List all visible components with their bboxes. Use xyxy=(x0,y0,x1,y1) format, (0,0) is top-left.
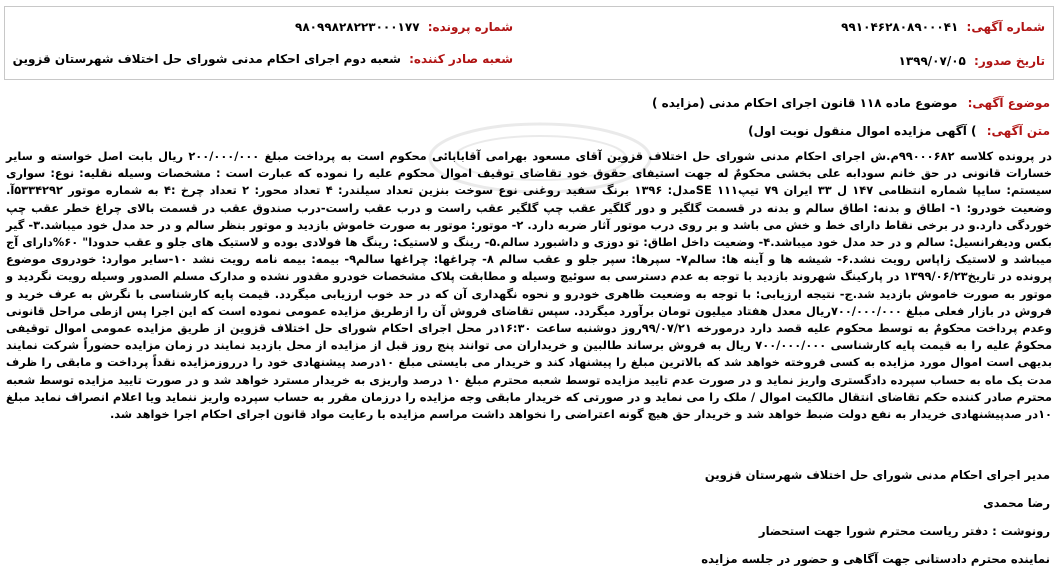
issuer-value: شعبه دوم اجرای احکام مدنی شورای حل اختلاف شهرستان قزوین xyxy=(12,52,401,66)
issue-date-label: تاریخ صدور: xyxy=(974,54,1045,68)
announcement-body: در پرونده کلاسه ۹۹۰۰۰۶۸۲م.ش اجرای احکام مدنی شورای حل اختلاف قزوین آقای مسعود بهرامی آقابابائی محکوم است به پرداخت مبلغ ۲۰۰/۰۰۰/۰۰۰ ریال بابت اصل خواسته و سایر خسارات قانونی در حق خانم سودابه علی بخشی محکومٌ له جهت استیفای حقوق خود تقاضای توقیف اموال محکوم علیه را نموده که عبارت است : مشخصات وسیله نقلیه: نوع: سواری سیستم: سایپا شماره انتظامی ۱۴۷ ل ۳۳ ایران ۷۹ تیپ۱۱۱ SEمدل: ۱۳۹۶ برنگ سفید روغنی نوع سوخت بنزین تعداد سیلندر: ۴ تعداد محور: ۲ تعداد چرخ :۴ به شماره موتور ۵۳۳۴۲۹۲آ. وضعیت خودرو: ۱- اطاق و بدنه: اطاق سالم و بدنه در قسمت گلگیر و دور گلگیر عقب چپ گلگیر عقب راست و درب عقب راست-درب صندوق عقب در قسمت بالای چراغ خطر عقب چپ خوردگی دارد.و در برخی نقاط دارای خط و خش می باشد و بر روی درب موتور آثار ضربه دارد. ۲- موتور: موتور به صورت خاموش بازدید و موتور بنظر سالم و در حد مدل خود میباشد.۳- گیر بکس ودیفرانسیل: سالم و در حد مدل خود میباشد.۴- وضعیت داخل اطاق: تو دوزی و داشبورد سالم.۵- رینگ و لاستیک: رینگ ها فولادی بوده و لاستیک های جلو و عقب حدودا" ۶۰%دارای آج میباشد و لاستیک زاپاس رویت نشد.۶- شیشه ها و آینه ها: سالم۷- سپرها: سپر جلو و عقب سالم ۸- چراغها: چراغها سالم۹- بیمه: بیمه نامه رویت نشد ۱۰-سایر موارد: خودروی موضوع پرونده در تاریخ۱۳۹۹/۰۶/۲۳ در پارکینگ شهروند بازدید با توجه به عدم دسترسی به سوئیچ وسیله و مطابقت پلاک مشخصات خودرو مقدور نشده و مدارک مسلم الصدور وسیله رویت نگردید و موتور به صورت خاموش بازدید شد.ج- نتیجه ارزیابی: با توجه به وضعیت ظاهری خودرو و نحوه نگهداری آن که در حد خوب ارزیابی میگردد. قیمت پایه کارشناسی با نگرش به عرف خرید و فروش در بازار فعلی مبلغ ۷۰۰/۰۰۰/۰۰۰ریال معدل هفتاد میلیون تومان برآورد میگردد. سپس تقاضای فروش آن را ازطریق مزایده عمومی نموده است که این اجرا پس ازطی مراحل قانونی وعدم پرداخت محکومٌ به توسط محکوم علیه قصد دارد درمورخه ۹۹/۰۷/۲۱روز دوشنبه ساعت ۱۶:۳۰در محل اجرای احکام شورای حل اختلاف قزوین از طریق مزایده عمومی اموال توقیفی محکومٌ علیه را به قیمت پایه کارشناسی ۷۰۰/۰۰۰/۰۰۰ ریال به فروش برساند طالبین و خریداران می توانند پنج روز قبل از مزایده از محل بازدید نمایند در زمان مزایده حضوراً شرکت نمایند بدیهی است اموال مورد مزایده به کسی فروخته خواهد شد که بالاترین مبلغ را پیشنهاد کند و خریدار می بایستی مبلغ ۱۰درصد پیشنهادی خود را درروزمزایده نقداً پرداخت و مابقی را ظرف مدت یک ماه به حساب سپرده دادگستری واریز نماید و در صورت عدم تایید مزایده توسط شعبه محترم مبلغ ۱۰ درصد واریزی به خریدار مسترد خواهد شد و در صورت تایید مزایده توسط شعبه محترم صادر کننده حکم تقاضای انتقال مالکیت اموال / ملک را می نماید و در صورتی که خریدار مابقی وجه مزایده را درزمان مقرر به حساب سپرده واریز ننماید ویا اعلام انصراف نماید مبلغ ۱۰در صدپیشنهادی خریدار به نفع دولت ضبط خواهد شد و خریدار حق هیچ گونه اعتراضی را نخواهد داشت مراسم مزایده با رعایت مواد قانون اجرای احکام اجرا خواهد شد. xyxy=(6,149,1053,422)
subject-label: موضوع آگهی: xyxy=(967,96,1050,110)
signature-office: مدیر اجرای احکام مدنی شورای حل اختلاف شهرستان قزوین xyxy=(704,468,1050,482)
text-title-row xyxy=(748,124,1050,138)
subject-value: موضوع ماده ۱۱۸ قانون اجرای احکام مدنی (مزایده ) xyxy=(652,96,958,110)
issuer-field xyxy=(13,51,513,67)
ad-number-field xyxy=(841,19,1045,35)
case-number-label: شماره پرونده: xyxy=(427,20,513,34)
subject-row xyxy=(652,96,1050,110)
header-box xyxy=(4,6,1054,80)
case-number-field xyxy=(295,19,513,35)
ad-number-value: ۹۹۱۰۴۶۲۸۰۸۹۰۰۰۴۱ xyxy=(841,20,959,34)
issue-date-field xyxy=(899,53,1046,69)
signature-name: رضا محمدی xyxy=(983,496,1050,510)
text-title-value: ) آگهی مزایده اموال منقول نوبت اول) xyxy=(748,124,977,138)
text-title-label: متن آگهی: xyxy=(986,124,1050,138)
cc-line-2: نماینده محترم دادستانی جهت آگاهی و حضور در جلسه مزایده xyxy=(701,552,1050,566)
cc-line-1: رونوشت : دفتر ریاست محترم شورا جهت استحضار xyxy=(758,524,1050,538)
ad-number-label: شماره آگهی: xyxy=(966,20,1045,34)
issue-date-value: ۱۳۹۹/۰۷/۰۵ xyxy=(898,54,966,68)
case-number-value: ۹۸۰۹۹۸۲۸۲۲۳۰۰۰۱۷۷ xyxy=(295,20,420,34)
issuer-label: شعبه صادر کننده: xyxy=(409,52,513,66)
